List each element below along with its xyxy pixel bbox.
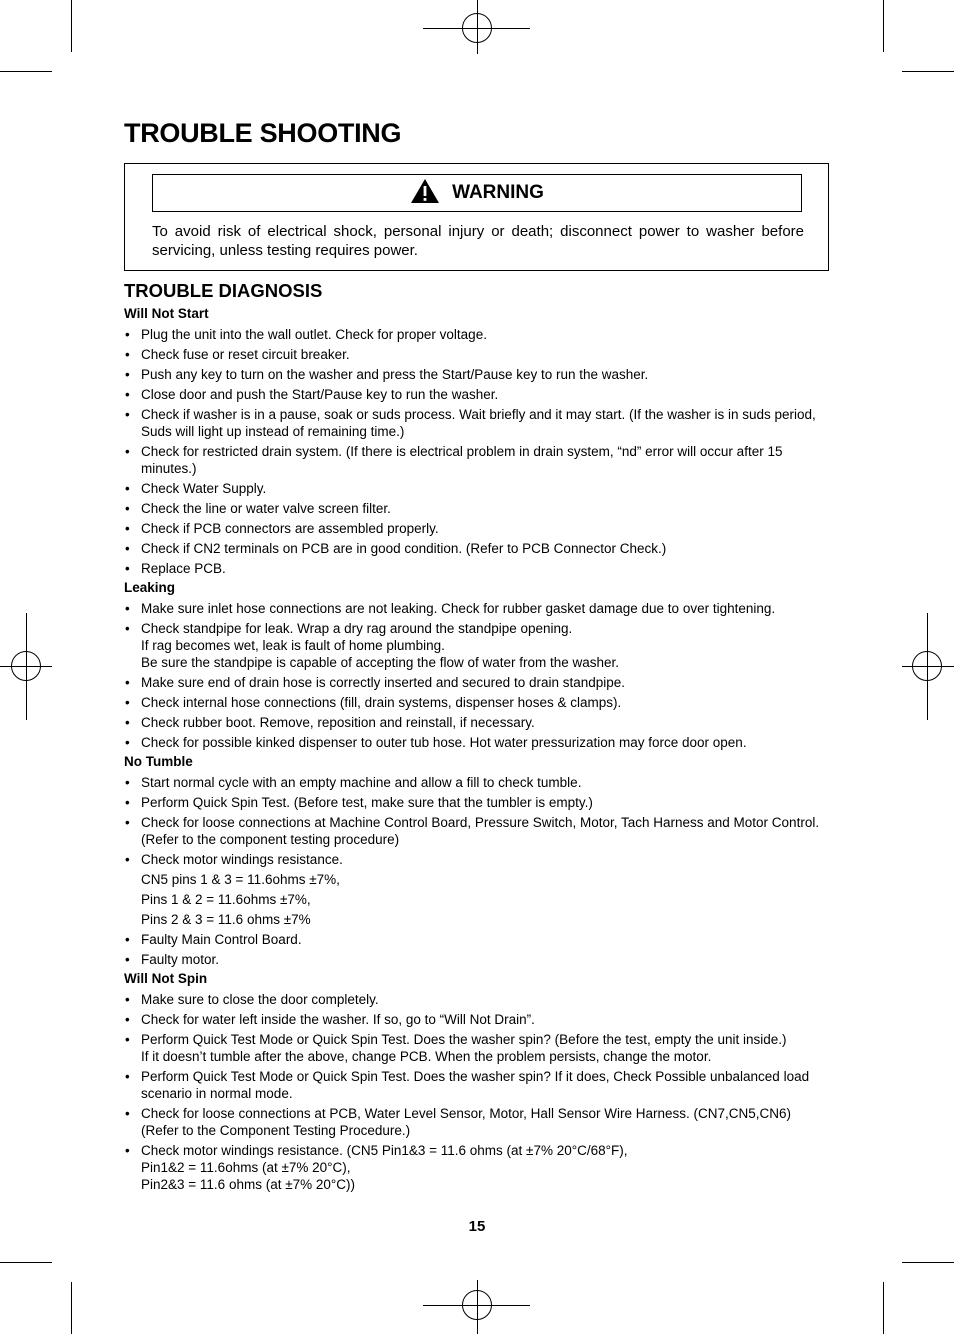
list-item-line: • Check if CN2 terminals on PCB are in good condition. (Refer to PCB Connector Check.) [141, 540, 667, 556]
list-item-line: If rag becomes wet, leak is fault of home plumbing. [141, 637, 445, 653]
list-item-line: Be sure the standpipe is capable of accepting the flow of water from the washer. [141, 654, 620, 670]
warning-label: WARNING [452, 182, 544, 203]
list-item [124, 518, 824, 538]
list-item [124, 598, 824, 618]
list-item-line: Pin1&2 = 11.6ohms (at ±7% 20°C), [141, 1159, 351, 1175]
leaking-list [124, 598, 824, 752]
will-not-start-list [124, 324, 824, 578]
list-item [124, 404, 824, 441]
no-tumble-list-continued [124, 929, 824, 969]
list-item [124, 344, 824, 364]
list-item [124, 849, 824, 869]
list-item [124, 441, 824, 478]
subsection-title-will-not-start: Will Not Start [124, 306, 209, 321]
list-item [124, 732, 824, 752]
registration-circle [462, 1290, 492, 1320]
warning-triangle-icon [410, 178, 440, 209]
registration-circle [912, 651, 942, 681]
list-item-line: • Check the line or water valve screen filter. [141, 500, 391, 516]
section-title: TROUBLE DIAGNOSIS [124, 280, 323, 301]
registration-circle [11, 651, 41, 681]
crop-mark [71, 1282, 72, 1334]
list-item [124, 538, 824, 558]
list-item-line: • Make sure inlet hose connections are not leaking. Check for rubber gasket damage due to over tightening. [141, 600, 776, 616]
crop-mark [71, 0, 72, 52]
crop-mark [883, 0, 884, 52]
subsection-title-leaking: Leaking [124, 580, 176, 595]
list-item-line: Pin2&3 = 11.6 ohms (at ±7% 20°C)) [141, 1176, 356, 1192]
list-item-line: If it doesn’t tumble after the above, change PCB. When the problem persists, change the motor. [141, 1048, 712, 1064]
list-item [124, 364, 824, 384]
list-item-line: • Start normal cycle with an empty machine and allow a fill to check tumble. [141, 774, 582, 790]
list-item-line: • Perform Quick Spin Test. (Before test, make sure that the tumbler is empty.) [141, 794, 593, 810]
list-item-line: • Check for loose connections at Machine Control Board, Pressure Switch, Motor, Tach Harness and Motor Control. (Refer to the component testing procedure) [141, 814, 820, 847]
list-item-line: • Perform Quick Test Mode or Quick Spin Test. Does the washer spin? If it does, Check Possible unbalanced load scenario in normal mode. [141, 1068, 810, 1101]
warning-text: To avoid risk of electrical shock, personal injury or death; disconnect power to washer before servicing, unless testing requires power. [152, 223, 804, 259]
list-item-line: • Close door and push the Start/Pause key to run the washer. [141, 386, 499, 402]
resistance-values [124, 869, 824, 929]
will-not-spin-list [124, 989, 824, 1194]
list-item-line: • Check internal hose connections (fill, drain systems, dispenser hoses & clamps). [141, 694, 622, 710]
page-title: TROUBLE SHOOTING [124, 118, 402, 148]
list-item-line: • Check for restricted drain system. (If there is electrical problem in drain system, “nd” error will occur after 15 minutes.) [141, 443, 783, 476]
trouble-diagnosis-section [124, 278, 824, 1194]
list-item-line: • Make sure end of drain hose is correctly inserted and secured to drain standpipe. [141, 674, 626, 690]
list-item [124, 1009, 824, 1029]
list-item [124, 792, 824, 812]
list-item [124, 772, 824, 792]
list-item [124, 1066, 824, 1103]
no-tumble-list [124, 772, 824, 869]
resistance-line: CN5 pins 1 & 3 = 11.6ohms ±7%, [141, 871, 340, 887]
list-item-line: • Check standpipe for leak. Wrap a dry rag around the standpipe opening. [141, 620, 573, 636]
warning-header [152, 174, 802, 212]
list-item-line: • Check for possible kinked dispenser to outer tub hose. Hot water pressurization may force door open. [141, 734, 747, 750]
subsection-title-no-tumble: No Tumble [124, 754, 193, 769]
crop-mark [0, 71, 52, 72]
list-item [124, 672, 824, 692]
list-item [124, 989, 824, 1009]
list-item-line: • Check motor windings resistance. (CN5 Pin1&3 = 11.6 ohms (at ±7% 20°C/68°F), [141, 1142, 628, 1158]
resistance-line: Pins 1 & 2 = 11.6ohms ±7%, [141, 891, 311, 907]
crop-mark [902, 71, 954, 72]
list-item-line: • Faulty Main Control Board. [141, 931, 302, 947]
list-item-line: • Check motor windings resistance. [141, 851, 343, 867]
list-item [124, 812, 824, 849]
list-item [124, 692, 824, 712]
list-item-line: • Make sure to close the door completely. [141, 991, 379, 1007]
list-item-line: • Check Water Supply. [141, 480, 267, 496]
list-item [124, 498, 824, 518]
list-item [124, 949, 824, 969]
list-item-line: • Check for water left inside the washer. If so, go to “Will Not Drain”. [141, 1011, 535, 1027]
page-number: 15 [468, 1218, 486, 1235]
list-item-line: • Check if washer is in a pause, soak or suds process. Wait briefly and it may start. (If the washer is in suds period, Suds will light up instead of remaining time.) [141, 406, 816, 439]
crop-mark [902, 1262, 954, 1263]
list-item [124, 1029, 824, 1066]
list-item-line: • Check for loose connections at PCB, Water Level Sensor, Motor, Hall Sensor Wire Harness. (CN7,CN5,CN6) (Refer to the Component Testing Procedure.) [141, 1105, 791, 1138]
warning-box [124, 163, 829, 271]
subsection-title-will-not-spin: Will Not Spin [124, 971, 208, 986]
list-item [124, 712, 824, 732]
list-item [124, 1103, 824, 1140]
list-item-line: • Perform Quick Test Mode or Quick Spin Test. Does the washer spin? (Before the test, empty the unit inside.) [141, 1031, 787, 1047]
crop-mark [883, 1282, 884, 1334]
list-item [124, 618, 824, 672]
list-item [124, 384, 824, 404]
list-item-line: • Check fuse or reset circuit breaker. [141, 346, 350, 362]
list-item-line: • Push any key to turn on the washer and press the Start/Pause key to run the washer. [141, 366, 649, 382]
list-item [124, 558, 824, 578]
list-item [124, 324, 824, 344]
resistance-line: Pins 2 & 3 = 11.6 ohms ±7% [141, 911, 311, 927]
list-item-line: • Plug the unit into the wall outlet. Check for proper voltage. [141, 326, 487, 342]
list-item-line: • Replace PCB. [141, 560, 226, 576]
list-item [124, 478, 824, 498]
list-item [124, 1140, 824, 1194]
crop-mark [0, 1262, 52, 1263]
list-item-line: • Check if PCB connectors are assembled properly. [141, 520, 439, 536]
list-item-line: • Faulty motor. [141, 951, 220, 967]
registration-circle [462, 13, 492, 43]
list-item [124, 929, 824, 949]
list-item-line: • Check rubber boot. Remove, reposition and reinstall, if necessary. [141, 714, 535, 730]
